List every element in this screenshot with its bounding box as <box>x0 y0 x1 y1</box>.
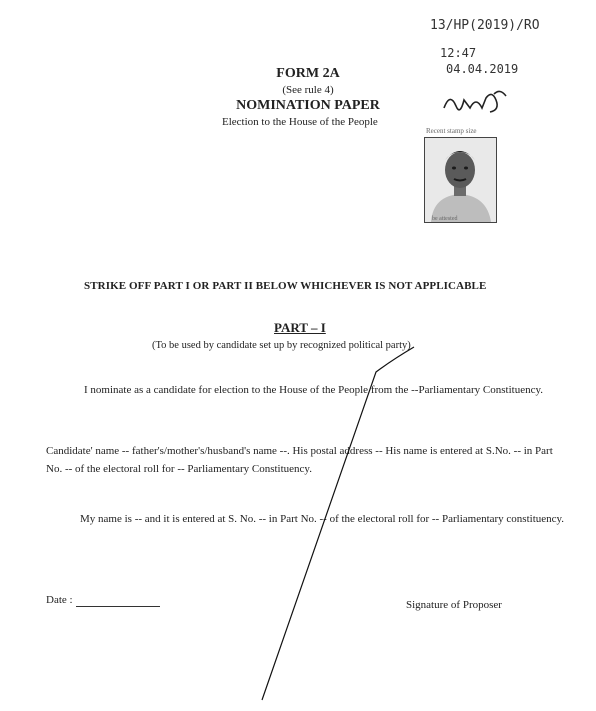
form-title: FORM 2A <box>276 66 340 81</box>
strike-off-instruction: STRIKE OFF PART I OR PART II BELOW WHICHEVER IS NOT APPLICABLE <box>84 280 487 292</box>
proposer-signature-label: Signature of Proposer <box>406 599 502 611</box>
part-heading: PART – I <box>274 320 326 335</box>
photo-caption-bottom: be attested <box>432 216 458 222</box>
proposer-details-paragraph: My name is -- and it is entered at S. No. -- in Part No. -- of the electoral roll for -- Parliamentary constituency. <box>80 513 565 525</box>
photo-caption-top: Recent stamp size <box>426 127 477 135</box>
date-label: Date : <box>46 594 73 606</box>
handwritten-reference-number: 13/HP(2019)/RO <box>430 18 540 33</box>
document-title: NOMINATION PAPER <box>236 98 380 113</box>
handwritten-time: 12:47 <box>440 46 477 60</box>
handwritten-date: 04.04.2019 <box>446 62 519 76</box>
see-rule-note: (See rule 4) <box>282 84 334 96</box>
candidate-details-paragraph: Candidate' name -- father's/mother's/husband's name --. His postal address -- His name is entered at S.No. -- in Part No. -- of the electoral roll for -- Parliamentary Constituency. <box>46 445 553 475</box>
part-usage-note: (To be used by candidate set up by recognized political party) <box>152 340 411 351</box>
election-subtitle: Election to the House of the People <box>222 116 378 128</box>
nomination-paragraph: I nominate as a candidate for election to the House of the People from the --Parliamentary Constituency. <box>84 384 543 396</box>
